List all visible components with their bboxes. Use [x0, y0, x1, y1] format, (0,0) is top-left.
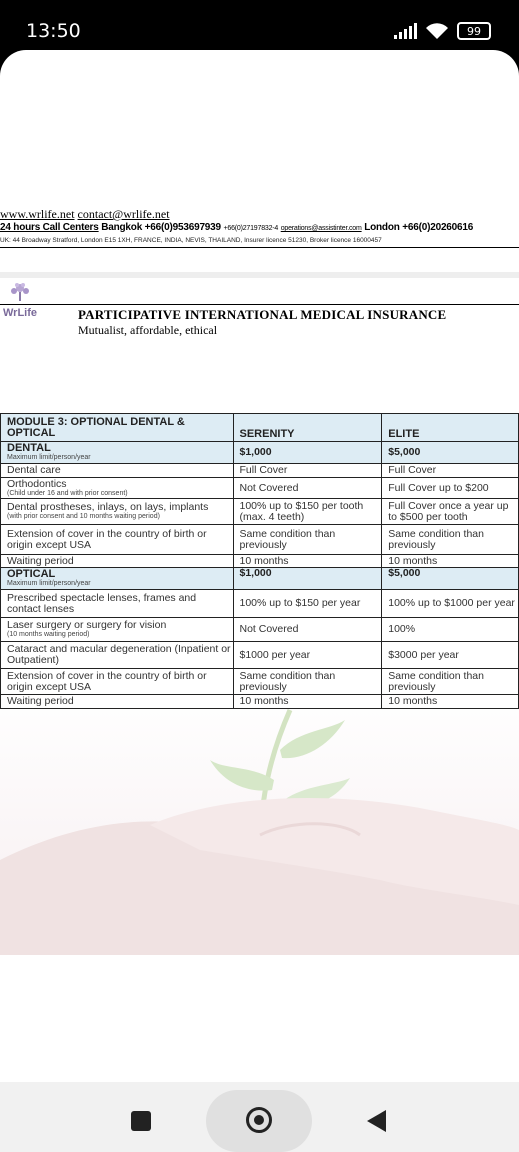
table-row: [1, 499, 519, 525]
benefits-table: [0, 413, 519, 709]
row-serenity: 100% up to $150 per tooth (max. 4 teeth): [233, 499, 382, 525]
call-centers-label: 24 hours Call Centers: [0, 222, 99, 233]
row-elite: 10 months: [382, 555, 519, 568]
alt-phone: +66(0)27197832-4: [223, 225, 279, 232]
row-serenity: $1000 per year: [233, 642, 382, 669]
dental-limit-note: Maximum limit/person/year: [7, 454, 91, 461]
row-elite: 100% up to $1000 per year: [382, 590, 519, 618]
row-serenity: Full Cover: [233, 464, 382, 478]
row-label: Extension of cover in the country of birth or origin except USA: [1, 525, 234, 555]
elite-heading: ELITE: [382, 414, 519, 442]
row-label: Waiting period: [1, 695, 234, 709]
row-elite: Full Cover: [382, 464, 519, 478]
row-serenity: Not Covered: [233, 478, 382, 499]
row-elite: $3000 per year: [382, 642, 519, 669]
signal-icon: [394, 23, 417, 39]
row-serenity: Same condition than previously: [233, 525, 382, 555]
london-phone: +66(0)20260616: [402, 222, 474, 233]
table-row: [1, 464, 519, 478]
address-line: UK: 44 Broadway Stratford, London E15 1XH, FRANCE, INDIA, NEVIS, THAILAND, Insurer licence 51230, Broker licence 16000457: [0, 237, 382, 244]
row-elite: 100%: [382, 618, 519, 642]
table-row: [1, 590, 519, 618]
row-label-cell: Orthodontics (Child under 16 and with prior consent): [1, 478, 234, 499]
row-elite: Full Cover up to $200: [382, 478, 519, 499]
table-row: [1, 555, 519, 568]
tree-logo-icon: [8, 282, 32, 302]
table-row: [1, 669, 519, 695]
ops-email-link[interactable]: operations@assistinter.com: [280, 225, 362, 232]
document-title: PARTICIPATIVE INTERNATIONAL MEDICAL INSURANCE: [78, 307, 447, 322]
status-time: 13:50: [26, 20, 81, 42]
serenity-heading: SERENITY: [233, 414, 382, 442]
table-row: [1, 478, 519, 499]
home-button[interactable]: [206, 1090, 312, 1152]
document-page: [0, 50, 519, 1082]
row-serenity: 10 months: [233, 555, 382, 568]
row-elite: Full Cover once a year up to $500 per tooth: [382, 499, 519, 525]
table-row: [1, 618, 519, 642]
row-serenity: 10 months: [233, 695, 382, 709]
page-gap: [0, 272, 519, 278]
row-elite: Same condition than previously: [382, 525, 519, 555]
table-header-row: [1, 414, 519, 442]
dental-section-row: [1, 442, 519, 464]
background-photo: [0, 690, 519, 955]
home-icon: [246, 1107, 272, 1133]
document-viewer[interactable]: [0, 50, 519, 1082]
row-label: Waiting period: [1, 555, 234, 568]
header-links: [0, 207, 170, 222]
call-centers-line: [0, 222, 473, 233]
row-note: (Child under 16 and with prior consent): [7, 489, 128, 497]
battery-level: 99: [467, 24, 481, 38]
row-label-cell: Dental prostheses, inlays, on lays, implants (with prior consent and 10 months waiting period): [1, 499, 234, 525]
table-row: [1, 695, 519, 709]
row-serenity: 100% up to $150 per year: [233, 590, 382, 618]
dental-section-cell: DENTAL Maximum limit/person/year: [1, 442, 234, 464]
row-serenity: Same condition than previously: [233, 669, 382, 695]
row-elite: 10 months: [382, 695, 519, 709]
london-label: London: [364, 222, 400, 233]
battery-icon: [457, 22, 491, 40]
row-label: Extension of cover in the country of birth or origin except USA: [1, 669, 234, 695]
wrlife-logo: [2, 282, 38, 319]
website-link[interactable]: www.wrlife.net: [0, 207, 75, 221]
dental-serenity-limit: $1,000: [233, 442, 382, 464]
row-label: Cataract and macular degeneration (Inpatient or Outpatient): [1, 642, 234, 669]
title-divider: [0, 304, 519, 305]
back-icon[interactable]: [367, 1110, 386, 1132]
table-row: [1, 642, 519, 669]
navigation-bar: [0, 1082, 519, 1152]
logo-name: WrLife: [2, 307, 38, 319]
header-divider: [0, 247, 519, 248]
optical-section-cell: OPTICAL Maximum limit/person/year: [1, 568, 234, 590]
status-icons: [394, 20, 491, 42]
optical-elite-limit: $5,000: [382, 568, 519, 590]
bangkok-phone: +66(0)953697939: [144, 222, 221, 233]
document-subtitle: Mutualist, affordable, ethical: [78, 323, 218, 337]
recents-icon[interactable]: [131, 1111, 151, 1131]
row-note: (with prior consent and 10 months waiting period): [7, 513, 160, 520]
optical-limit-note: Maximum limit/person/year: [7, 580, 91, 587]
row-label-cell: Laser surgery or surgery for vision (10 months waiting period): [1, 618, 234, 642]
module-heading: MODULE 3: OPTIONAL DENTAL & OPTICAL: [1, 414, 234, 442]
row-note: (10 months waiting period): [7, 631, 90, 638]
row-label: Dental care: [1, 464, 234, 478]
row-label: Prescribed spectacle lenses, frames and contact lenses: [1, 590, 234, 618]
optical-section-row: [1, 568, 519, 590]
email-link[interactable]: contact@wrlife.net: [77, 207, 170, 221]
bangkok-label: Bangkok: [101, 222, 143, 233]
wifi-icon: [425, 22, 449, 40]
optical-serenity-limit: $1,000: [233, 568, 382, 590]
row-serenity: Not Covered: [233, 618, 382, 642]
table-row: [1, 525, 519, 555]
dental-elite-limit: $5,000: [382, 442, 519, 464]
row-elite: Same condition than previously: [382, 669, 519, 695]
